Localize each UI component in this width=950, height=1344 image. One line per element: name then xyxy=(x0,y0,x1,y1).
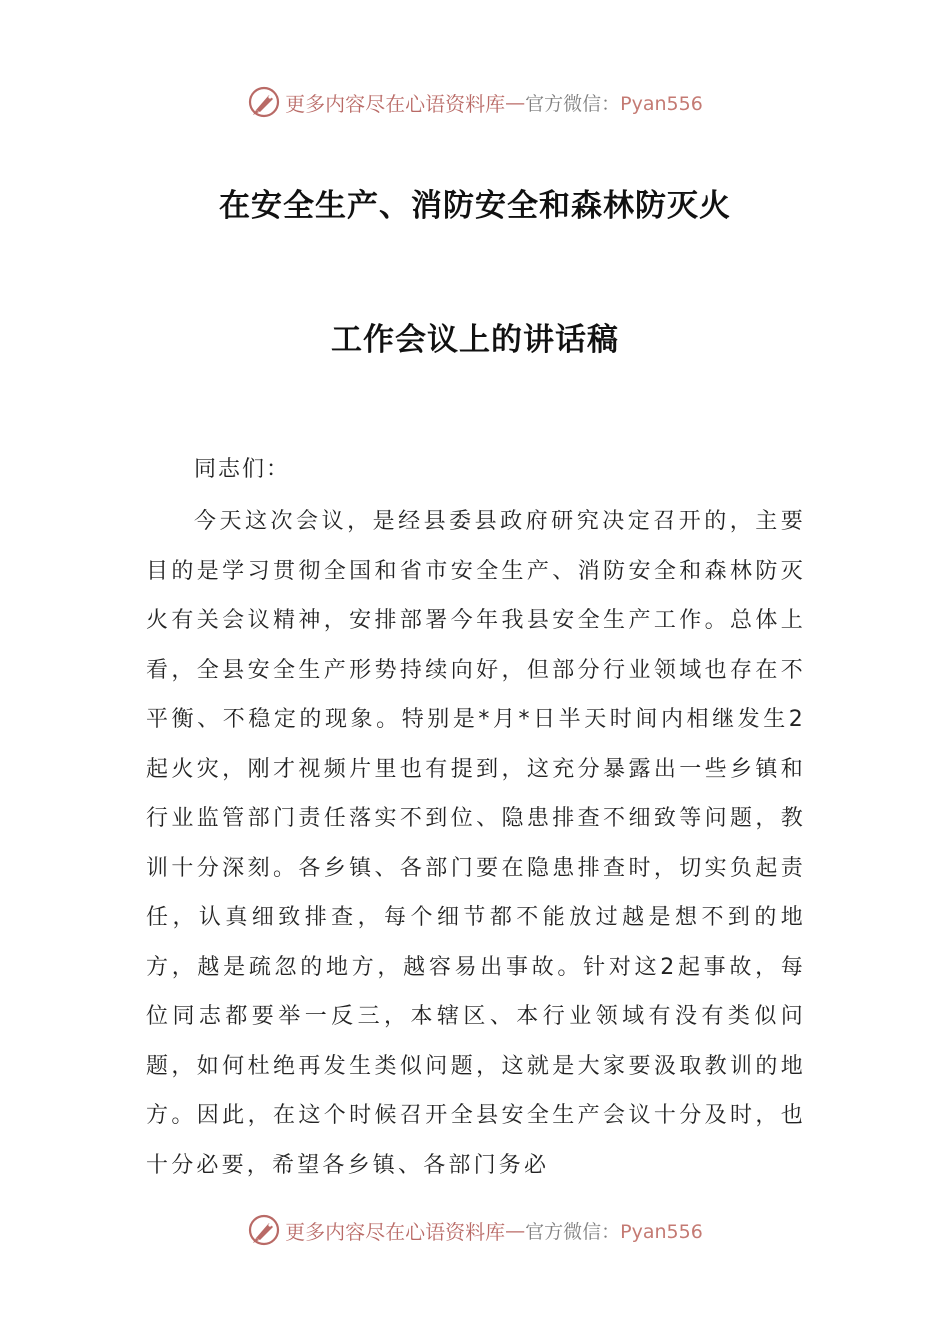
watermark-dash: — xyxy=(505,1218,526,1242)
watermark-wechat xyxy=(525,89,703,116)
watermark-wechat-id: Pyan556 xyxy=(620,1220,703,1243)
watermark-site-name: 更多内容尽在心语资料库 xyxy=(285,91,506,116)
watermark-wechat-id: Pyan556 xyxy=(620,92,703,115)
document-title-line-2: 工作会议上的讲话稿 xyxy=(331,322,619,358)
body-paragraph: 今天这次会议，是经县委县政府研究决定召开的，主要目的是学习贯彻全国和省市安全生产、消防安全和森林防灭火有关会议精神，安排部署今年我县安全生产工作。总体上看，全县安全生产形势持续向好，但部分行业领域也存在不平衡、不稳定的现象。特别是*月*日半天时间内相继发生2起火灾，刚才视频片里也有提到，这充分暴露出一些乡镇和行业监管部门责任落实不到位、隐患排查不细致等问题，教训十分深刻。各乡镇、各部门要在隐患排查时，切实负起责任，认真细致排查，每个细节都不能放过越是想不到的地方，越是疏忽的地方，越容易出事故。针对这2起事故，每位同志都要举一反三，本辖区、本行业领域有没有类似问题，如何杜绝再发生类似问题，这就是大家要汲取教训的地方。因此，在这个时候召开全县安全生产会议十分及时，也十分必要，希望各乡镇、各部门务必 xyxy=(146,509,806,1178)
watermark-site-name: 更多内容尽在心语资料库 xyxy=(285,1219,506,1244)
watermark-wechat-label: 官方微信： xyxy=(525,1220,621,1243)
header-watermark xyxy=(0,82,950,122)
pen-nib-logo-icon xyxy=(247,85,281,119)
watermark-wechat xyxy=(525,1217,703,1244)
watermark-dash: — xyxy=(505,90,526,114)
document-title-line-1: 在安全生产、消防安全和森林防灭火 xyxy=(219,188,731,224)
salutation: 同志们： xyxy=(194,457,291,482)
footer-watermark xyxy=(0,1210,950,1250)
pen-nib-logo-icon xyxy=(247,1213,281,1247)
watermark-wechat-label: 官方微信： xyxy=(525,92,621,115)
